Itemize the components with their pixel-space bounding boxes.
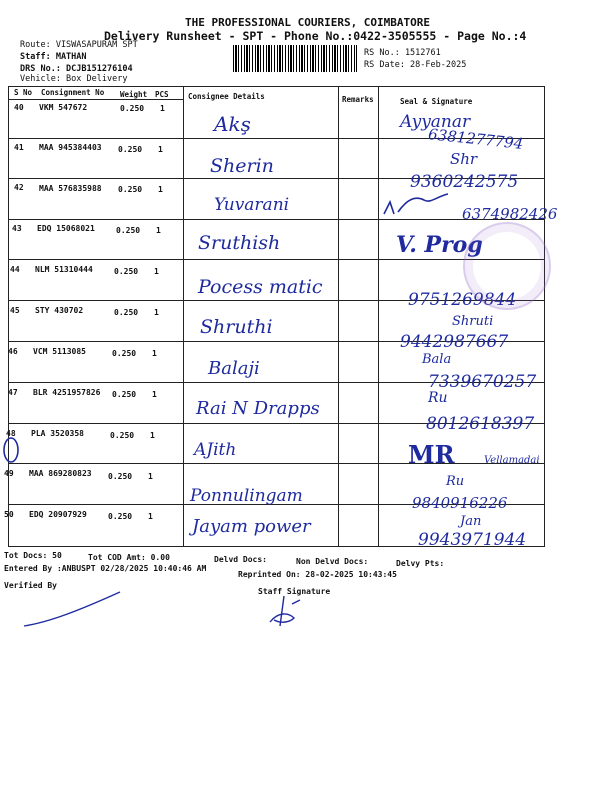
consignee-handwriting: AJith bbox=[194, 440, 237, 460]
row-weight: 0.250 bbox=[120, 104, 145, 113]
signature-handwriting: Ru bbox=[446, 474, 465, 489]
row-weight: 0.250 bbox=[108, 472, 133, 481]
delivery-points: Delvy Pts: bbox=[396, 559, 445, 568]
staff-signature-label: Staff Signature bbox=[258, 587, 331, 596]
staff-label: Staff: MATHAN bbox=[20, 52, 87, 62]
entered-by: Entered By :ANBUSPT 02/28/2025 10:40:46 AM bbox=[4, 564, 207, 573]
header-pcs: PCS bbox=[155, 90, 169, 99]
header-remarks: Remarks bbox=[342, 95, 374, 104]
signature-handwriting: MR bbox=[408, 440, 455, 469]
rs-date: RS Date: 28-Feb-2025 bbox=[364, 60, 467, 70]
row-pcs: 1 bbox=[160, 104, 165, 113]
route-label: Route: VISWASAPURAM SPT bbox=[20, 40, 138, 50]
row-sno: 42 bbox=[14, 183, 24, 192]
row-consignment-no: NLM 51310444 bbox=[35, 265, 93, 274]
row-consignment-no: EDQ 15068021 bbox=[37, 224, 95, 233]
delivered-docs: Delvd Docs: bbox=[214, 555, 267, 564]
row-consignment-no: MAA 576835988 bbox=[39, 184, 102, 193]
consignee-handwriting: Sruthish bbox=[198, 232, 281, 254]
row-sno: 41 bbox=[14, 143, 24, 152]
table-right-border bbox=[544, 86, 545, 547]
signature-handwriting: Ayyanar bbox=[400, 112, 471, 132]
non-delivered-docs: Non Delvd Docs: bbox=[296, 557, 369, 566]
row-weight: 0.250 bbox=[114, 308, 139, 317]
row-sno: 43 bbox=[12, 224, 22, 233]
signature-handwriting: Shruti bbox=[452, 314, 494, 329]
row-weight: 0.250 bbox=[112, 349, 137, 358]
row-pcs: 1 bbox=[150, 431, 155, 440]
phone-handwriting: 9442987667 bbox=[400, 332, 509, 352]
row-sno: 50 bbox=[4, 510, 14, 519]
row-divider bbox=[8, 99, 183, 100]
phone-handwriting: 8012618397 bbox=[426, 414, 535, 434]
row-consignment-no: EDQ 20907929 bbox=[29, 510, 87, 519]
row-consignment-no: PLA 3520358 bbox=[31, 429, 84, 438]
phone-handwriting: 6374982426 bbox=[462, 205, 558, 223]
table-top-border bbox=[8, 86, 544, 87]
vehicle-label: Vehicle: Box Delivery bbox=[20, 74, 128, 84]
phone-handwriting: 9751269844 bbox=[408, 290, 517, 310]
row-consignment-no: BLR 4251957826 bbox=[33, 388, 101, 397]
reprinted-on: Reprinted On: 28-02-2025 10:43:45 bbox=[238, 570, 397, 579]
row-consignment-no: VCM 5113085 bbox=[33, 347, 86, 356]
signature-handwriting: Jan bbox=[460, 514, 482, 529]
row-sno: 40 bbox=[14, 103, 24, 112]
phone-handwriting: 9360242575 bbox=[410, 172, 519, 192]
consignee-handwriting: Yuvarani bbox=[214, 195, 290, 215]
row-sno: 48 bbox=[6, 429, 16, 438]
row-sno: 49 bbox=[4, 469, 14, 478]
phone-handwriting: 6381277794 bbox=[427, 125, 525, 153]
row-consignment-no: MAA 869280823 bbox=[29, 469, 92, 478]
header-sno: S No bbox=[14, 88, 33, 97]
seal-stamp bbox=[463, 222, 551, 310]
row-consignment-no: VKM 547672 bbox=[39, 103, 88, 112]
staff-signature bbox=[264, 594, 306, 630]
row-consignment-no: MAA 945384403 bbox=[39, 143, 102, 152]
row-weight: 0.250 bbox=[110, 431, 135, 440]
drs-number: DRS No.: DCJB151276104 bbox=[20, 64, 133, 74]
verifier-signature bbox=[20, 588, 130, 630]
row-pcs: 1 bbox=[156, 226, 161, 235]
location-handwriting: Vellamadai bbox=[484, 455, 540, 466]
row-weight: 0.250 bbox=[112, 390, 137, 399]
signature-scribble bbox=[378, 188, 468, 220]
row-pcs: 1 bbox=[158, 185, 163, 194]
total-docs: Tot Docs: 50 bbox=[4, 551, 62, 560]
row-weight: 0.250 bbox=[118, 145, 143, 154]
signature-handwriting: Shr bbox=[450, 150, 478, 168]
verified-by-label: Verified By bbox=[4, 581, 57, 590]
row-pcs: 1 bbox=[152, 390, 157, 399]
row-sno: 45 bbox=[10, 306, 20, 315]
row-sno: 46 bbox=[8, 347, 18, 356]
row-weight: 0.250 bbox=[116, 226, 141, 235]
consignee-handwriting: Sherin bbox=[210, 155, 274, 177]
circle-mark bbox=[2, 436, 22, 464]
row-consignment-no: STY 430702 bbox=[35, 306, 84, 315]
company-name: THE PROFESSIONAL COURIERS, COIMBATORE bbox=[185, 16, 431, 29]
consignee-handwriting: Jayam power bbox=[192, 516, 311, 537]
column-divider bbox=[378, 86, 379, 547]
runsheet-title: Delivery Runsheet - SPT - Phone No.:0422-3505555 - Page No.:4 bbox=[104, 29, 527, 43]
header-seal-signature: Seal & Signature bbox=[400, 97, 473, 106]
row-sno: 44 bbox=[10, 265, 20, 274]
row-pcs: 1 bbox=[154, 267, 159, 276]
header-consignment: Consignment No bbox=[41, 88, 105, 97]
row-weight: 0.250 bbox=[114, 267, 139, 276]
row-weight: 0.250 bbox=[118, 185, 143, 194]
column-divider bbox=[338, 86, 339, 547]
row-pcs: 1 bbox=[148, 512, 153, 521]
phone-handwriting: 9840916226 bbox=[412, 494, 508, 512]
row-weight: 0.250 bbox=[108, 512, 133, 521]
header-consignee: Consignee Details bbox=[188, 92, 265, 101]
row-divider bbox=[8, 463, 544, 464]
rs-number: RS No.: 1512761 bbox=[364, 48, 441, 58]
consignee-handwriting: Balaji bbox=[208, 358, 260, 379]
total-cod-amount: Tot COD Amt: 0.00 bbox=[88, 553, 170, 562]
header-weight: Weight bbox=[120, 90, 148, 99]
row-pcs: 1 bbox=[158, 145, 163, 154]
consignee-handwriting: Ponnulingam bbox=[190, 486, 303, 506]
consignee-handwriting: Rai N Drapps bbox=[196, 398, 320, 419]
barcode-image bbox=[233, 45, 357, 72]
consignee-handwriting: Pocess matic bbox=[198, 276, 323, 298]
phone-handwriting: 7339670257 bbox=[428, 372, 537, 392]
signature-handwriting: V. Prog bbox=[396, 232, 483, 258]
phone-handwriting: 9943971944 bbox=[418, 530, 527, 550]
consignee-handwriting: Akş bbox=[214, 112, 251, 136]
row-sno: 47 bbox=[8, 388, 18, 397]
row-pcs: 1 bbox=[152, 349, 157, 358]
signature-handwriting: Bala bbox=[422, 352, 452, 367]
row-pcs: 1 bbox=[148, 472, 153, 481]
column-divider bbox=[183, 86, 184, 547]
signature-handwriting: Ru bbox=[428, 390, 448, 406]
row-pcs: 1 bbox=[154, 308, 159, 317]
consignee-handwriting: Shruthi bbox=[200, 316, 273, 338]
